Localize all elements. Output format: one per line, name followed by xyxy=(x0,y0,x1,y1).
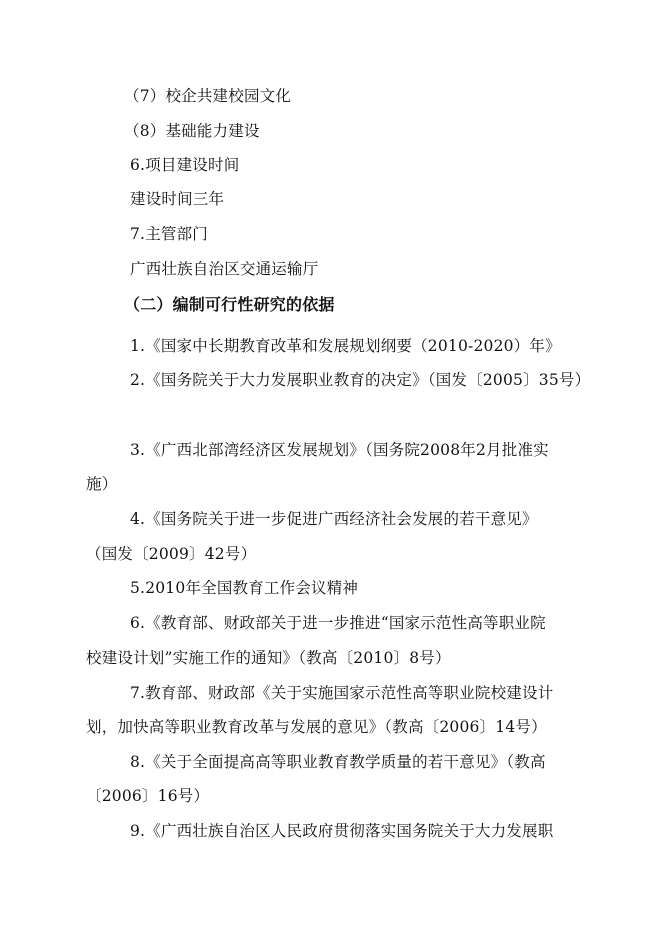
text-line-basis-6-cont: 校建设计划”实施工作的通知》（教高〔2010〕8号） xyxy=(86,649,451,667)
text-line-basis-1: 1.《国家中长期教育改革和发展规划纲要（2010-2020）年》 xyxy=(130,337,561,355)
text-line-basis-8-cont: 〔2006〕16号） xyxy=(86,787,210,805)
text-line-basis-7-cont: 划，加快高等职业教育改革与发展的意见》（教高〔2006〕14号） xyxy=(86,718,547,736)
text-line-basis-8: 8.《关于全面提高高等职业教育教学质量的若干意见》（教高 xyxy=(130,753,546,771)
text-line-basis-6: 6.《教育部、财政部关于进一步推进“国家示范性高等职业院 xyxy=(130,614,546,632)
text-line-section-6: 6.项目建设时间 xyxy=(130,156,240,174)
text-line-basis-3: 3.《广西北部湾经济区发展规划》（国务院2008年2月批准实 xyxy=(130,441,549,459)
text-line-item-8: （8）基础能力建设 xyxy=(124,122,260,140)
text-line-section-7: 7.主管部门 xyxy=(130,225,208,243)
text-line-basis-2: 2.《国务院关于大力发展职业教育的决定》（国发〔2005〕35号） xyxy=(130,371,591,389)
text-line-basis-4-cont: （国发〔2009〕42号） xyxy=(86,545,257,563)
text-line-department: 广西壮族自治区交通运输厅 xyxy=(130,260,319,278)
text-line-basis-4: 4.《国务院关于进一步促进广西经济社会发展的若干意见》 xyxy=(130,510,538,528)
text-line-basis-5: 5.2010年全国教育工作会议精神 xyxy=(130,579,359,597)
text-line-basis-9: 9.《广西壮族自治区人民政府贯彻落实国务院关于大力发展职 xyxy=(130,822,554,840)
text-line-basis-7: 7.教育部、财政部《关于实施国家示范性高等职业院校建设计 xyxy=(130,684,554,702)
text-line-basis-3-cont: 施） xyxy=(86,475,118,493)
text-line-item-7: （7）校企共建校园文化 xyxy=(124,87,292,105)
section-heading: （二）编制可行性研究的依据 xyxy=(124,295,335,314)
text-line-construction-time: 建设时间三年 xyxy=(130,190,225,208)
